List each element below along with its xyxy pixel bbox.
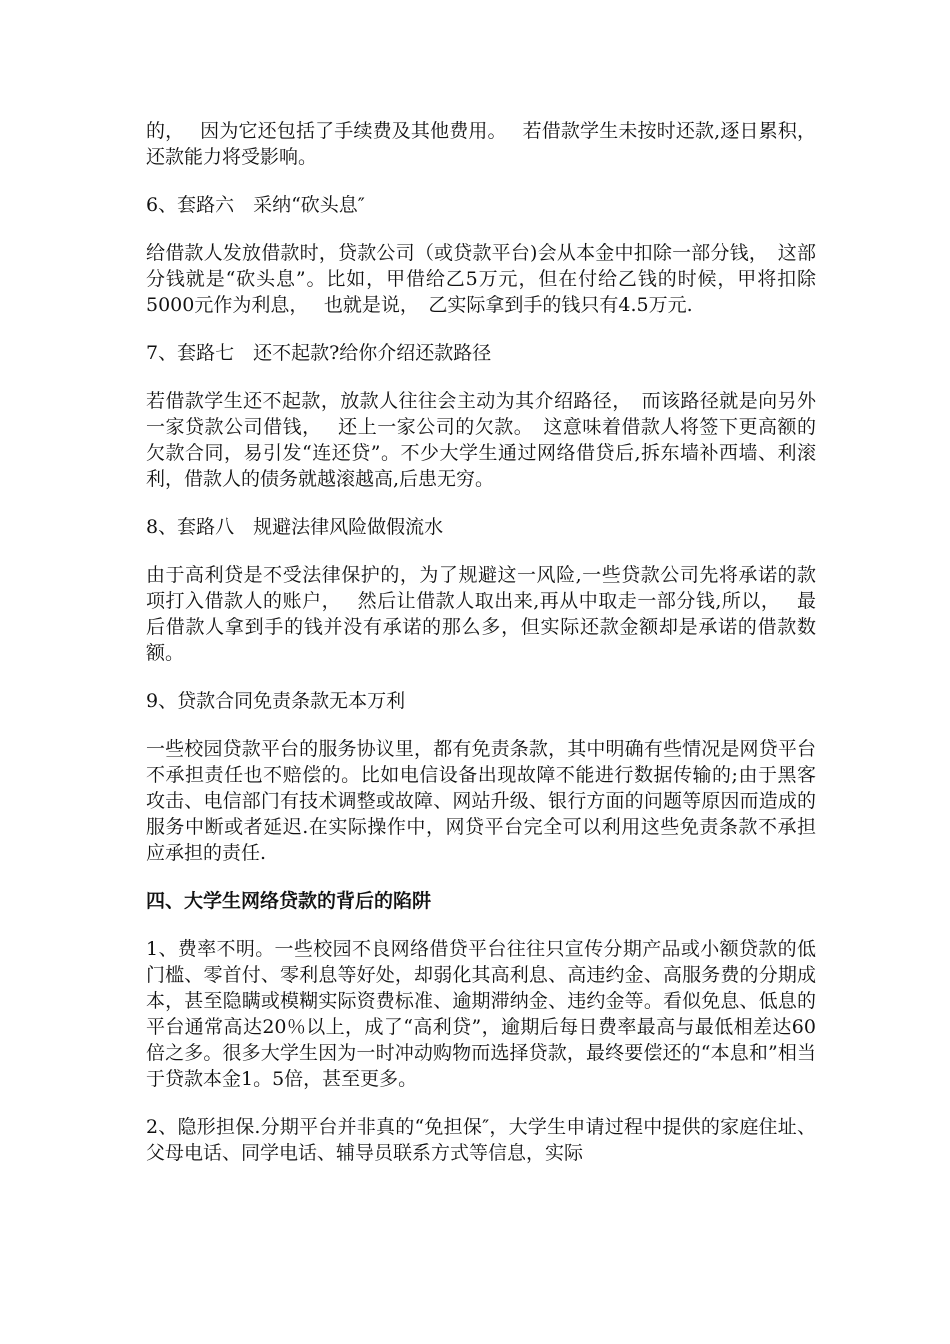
section-heading-4: 四、大学生网络贷款的背后的陷阱 [146,890,432,912]
paragraph-trick-8: 由于高利贷是不受法律保护的，为了规避这一风险,一些贷款公司先将承诺的款项打入借款人的账户， 然后让借款人取出来,再从中取走一部分钱,所以， 最后借款人拿到手的钱并没有承诺的那么多，但实际还款金额却是承诺的借款数额。 [146,564,816,664]
heading-trick-9: 9、贷款合同免责条款无本万利 [146,690,406,712]
paragraph-trap-2: 2、隐形担保.分期平台并非真的“免担保″，大学生申请过程中提供的家庭住址、父母电话、同学电话、辅导员联系方式等信息，实际 [146,1116,816,1164]
paragraph-fee-continuation: 的， 因为它还包括了手续费及其他费用。 若借款学生未按时还款,逐日累积，还款能力将受影响。 [146,120,816,168]
document-body [146,118,816,1188]
paragraph-trap-1: 1、费率不明。一些校园不良网络借贷平台往往只宣传分期产品或小额贷款的低门槛、零首付、零利息等好处，却弱化其高利息、高违约金、高服务费的分期成本，甚至隐瞒或模糊实际资费标准、逾期滞纳金、违约金等。看似免息、低息的平台通常高达20％以上，成了“高利贷”，逾期后每日费率最高与最低相差达60倍之多。很多大学生因为一时冲动购物而选择贷款，最终要偿还的“本息和”相当于贷款本金1。5倍，甚至更多。 [146,938,816,1090]
paragraph-trick-7: 若借款学生还不起款，放款人往往会主动为其介绍路径， 而该路径就是向另外一家贷款公司借钱， 还上一家公司的欠款。 这意味着借款人将签下更高额的欠款合同，易引发“连还贷”。不少大学生通过网络借贷后,拆东墙补西墙、利滚利，借款人的债务就越滚越高,后患无穷。 [146,390,816,490]
heading-trick-8: 8、套路八 规避法律风险做假流水 [146,516,444,538]
heading-trick-6: 6、套路六 采纳“砍头息″ [146,194,365,216]
heading-trick-7: 7、套路七 还不起款?给你介绍还款路径 [146,342,492,364]
paragraph-trick-6: 给借款人发放借款时，贷款公司（或贷款平台)会从本金中扣除一部分钱， 这部分钱就是“砍头息”。比如，甲借给乙5万元，但在付给乙钱的时候，甲将扣除5000元作为利息， 也就是说， 乙实际拿到手的钱只有4.5万元. [146,242,816,316]
paragraph-trick-9: 一些校园贷款平台的服务协议里，都有免责条款，其中明确有些情况是网贷平台不承担责任也不赔偿的。比如电信设备出现故障不能进行数据传输的;由于黑客攻击、电信部门有技术调整或故障、网站升级、银行方面的问题等原因而造成的服务中断或者延迟.在实际操作中，网贷平台完全可以利用这些免责条款不承担应承担的责任. [146,738,816,864]
